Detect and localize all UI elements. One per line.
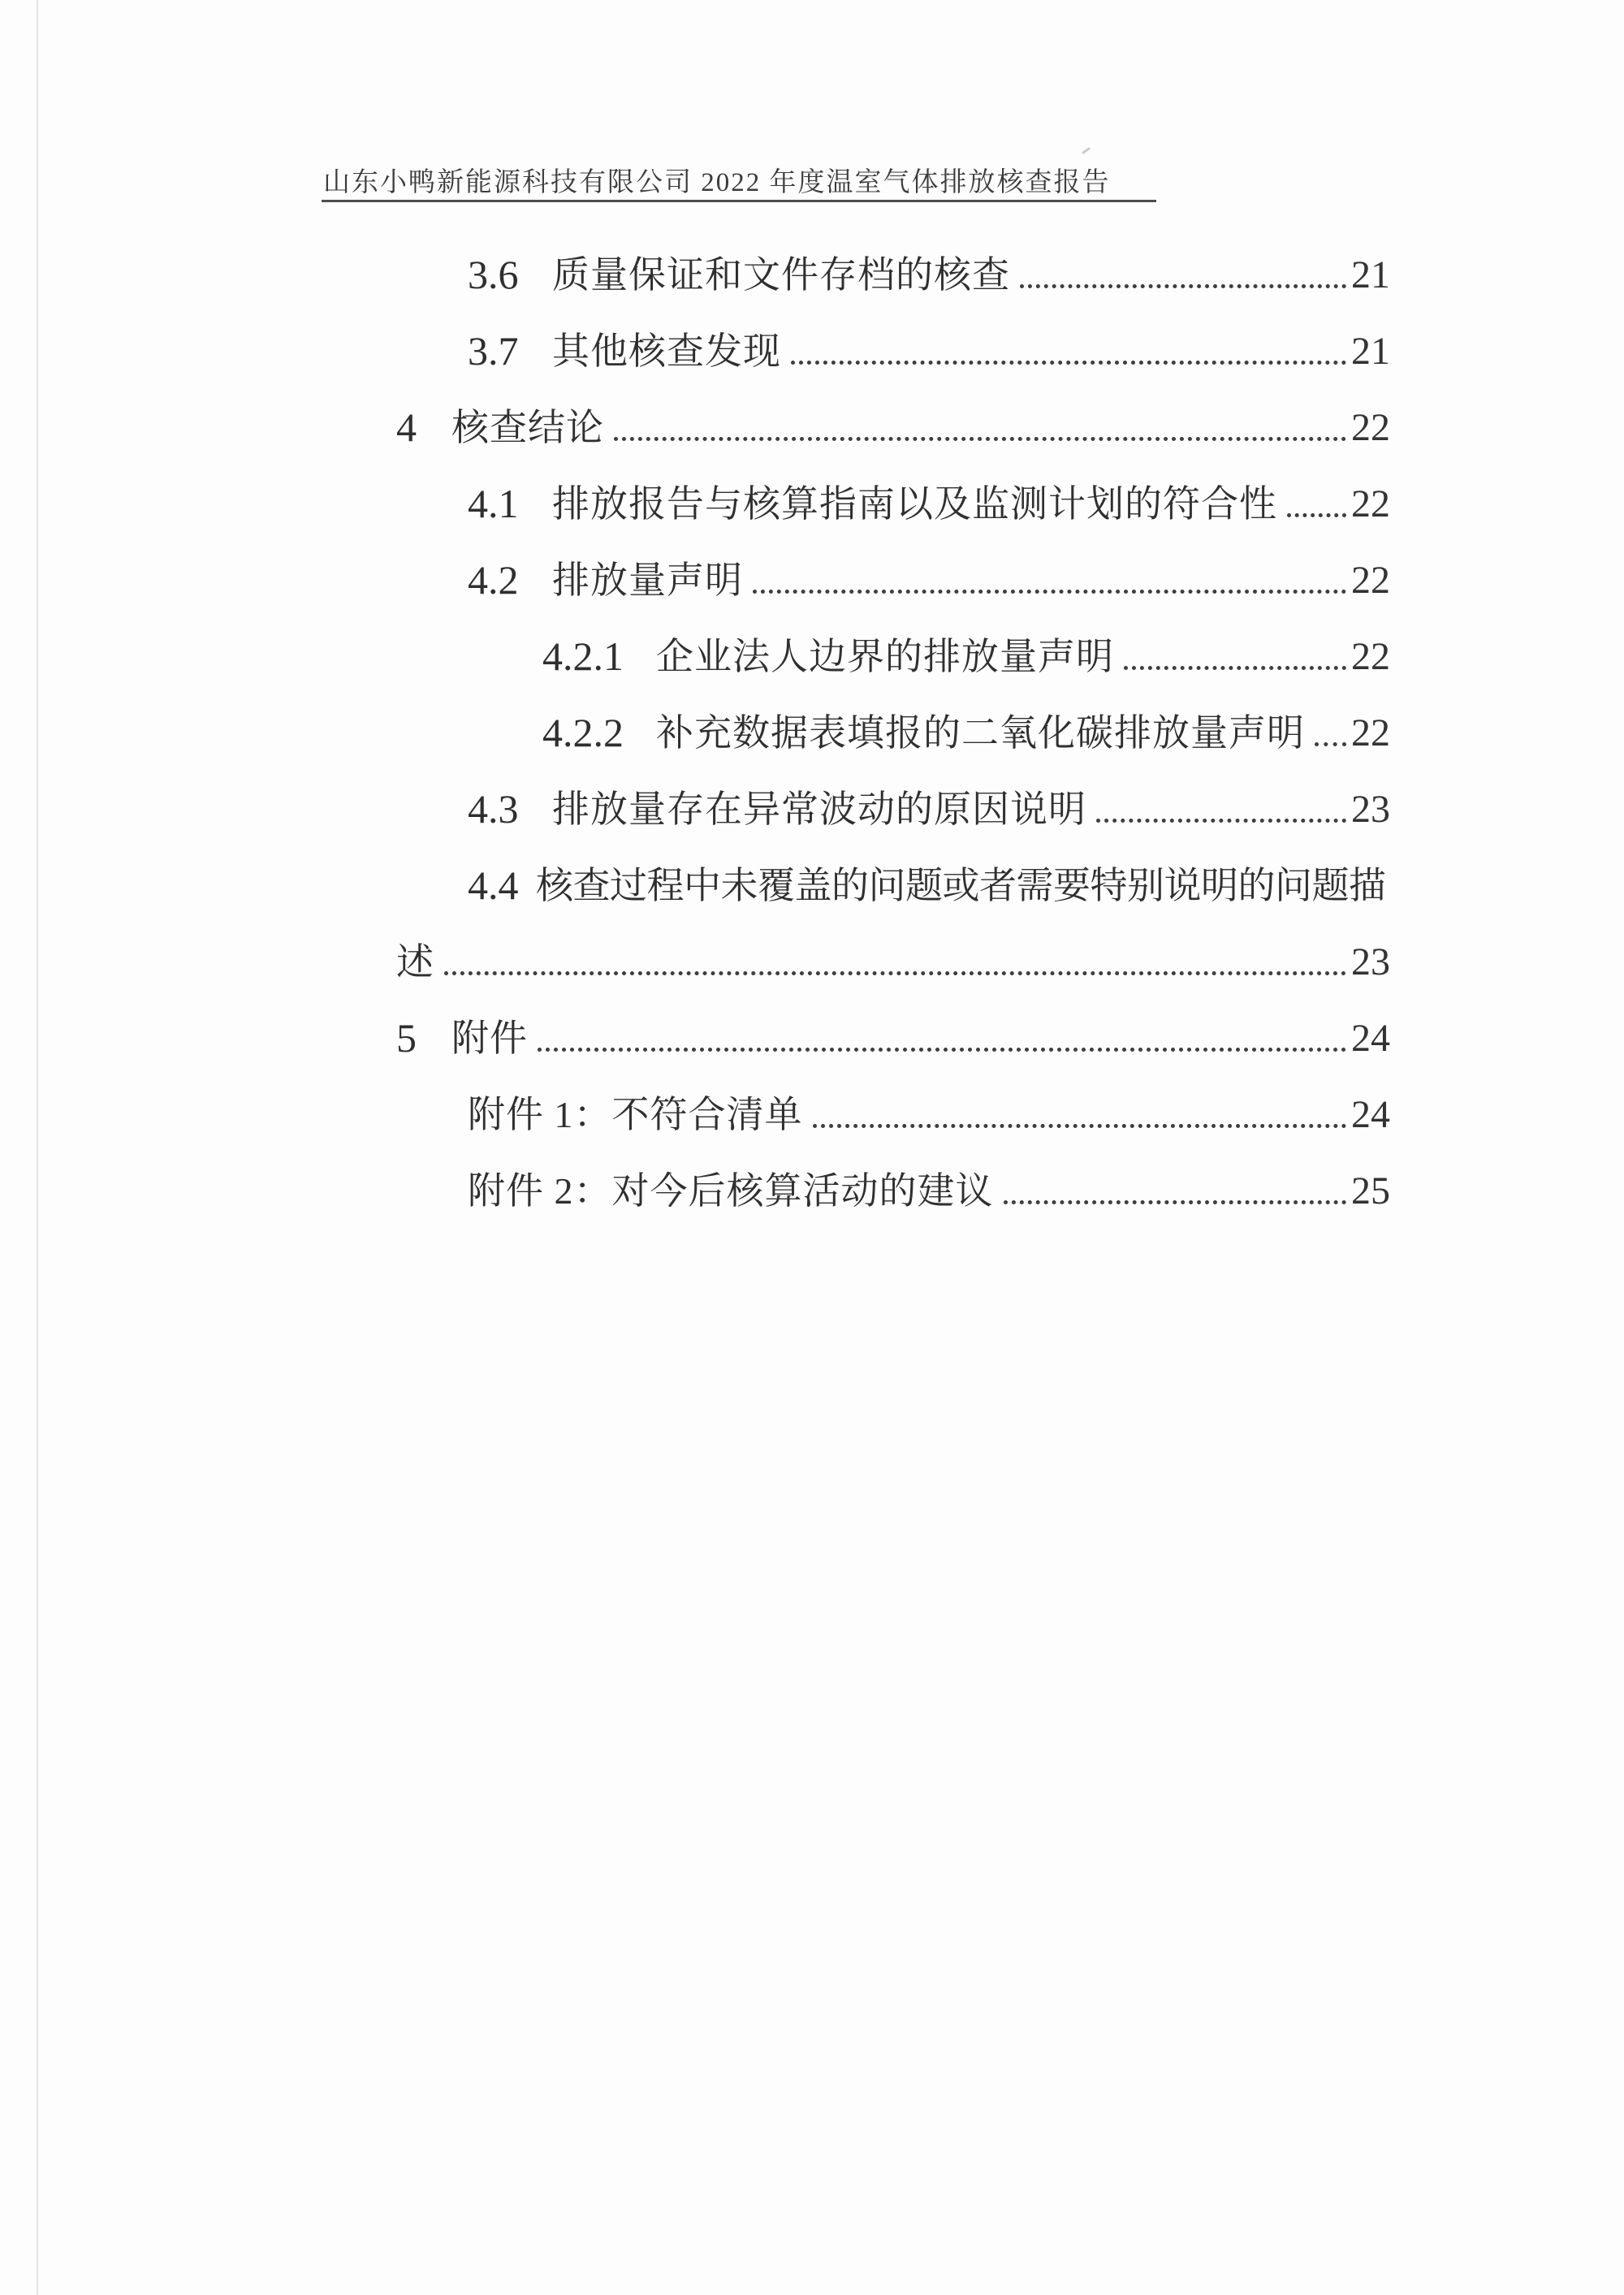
- toc-entry: [542, 712, 1390, 753]
- toc-page-number: 22: [1351, 711, 1390, 754]
- toc-entry-number: 4.1: [468, 481, 519, 526]
- header-rule: [322, 200, 1156, 202]
- toc-dot-leader: [1004, 1200, 1347, 1204]
- toc-entry-title: 述: [396, 941, 434, 983]
- toc-entry: [396, 1015, 1390, 1061]
- table-of-contents: [396, 254, 1390, 1247]
- scan-artifact-mark: [1082, 147, 1091, 154]
- toc-page-number: 22: [1351, 559, 1390, 602]
- toc-entry: [396, 404, 1390, 450]
- toc-entry-title: 附件 1：不符合清单: [468, 1094, 803, 1136]
- toc-entry-title: 核查过程中未覆盖的问题或者需要特别说明的问题描: [536, 865, 1386, 907]
- toc-entry-title: 质量保证和文件存档的核查: [552, 254, 1010, 296]
- toc-page-number: 23: [1351, 940, 1390, 983]
- toc-entry-number: 4.3: [468, 786, 519, 832]
- toc-page-number: 22: [1351, 406, 1390, 449]
- toc-entry: [542, 633, 1390, 679]
- toc-entry: [468, 254, 1390, 295]
- toc-entry-title: 其他核查发现: [552, 331, 781, 373]
- toc-page-number: 21: [1351, 330, 1390, 373]
- toc-entry: [468, 483, 1390, 524]
- toc-entry: [396, 941, 1390, 982]
- toc-entry-title: 排放量存在异常波动的原因说明: [552, 789, 1086, 831]
- toc-dot-leader: [444, 971, 1346, 975]
- toc-entry-number: 4.2.2: [542, 710, 624, 755]
- toc-entry: [468, 862, 1390, 908]
- toc-entry-title: 附件: [451, 1018, 528, 1060]
- toc-dot-leader: [753, 590, 1346, 594]
- toc-page-number: 22: [1351, 635, 1390, 678]
- toc-entry: [468, 557, 1390, 603]
- toc-dot-leader: [1287, 513, 1346, 517]
- toc-entry-title: 企业法人边界的排放量声明: [656, 636, 1114, 678]
- toc-page-number: 22: [1351, 482, 1390, 525]
- toc-page-number: 25: [1351, 1169, 1390, 1212]
- toc-entry-number: 4.4: [468, 862, 519, 908]
- toc-entry-number: 4.2.1: [542, 633, 624, 679]
- toc-dot-leader: [538, 1048, 1346, 1052]
- toc-dot-leader: [791, 361, 1346, 365]
- toc-dot-leader: [1096, 819, 1346, 823]
- toc-page-number: 23: [1351, 788, 1390, 831]
- toc-entry: [468, 328, 1390, 374]
- toc-page-number: 24: [1351, 1017, 1390, 1060]
- toc-entry-number: 5: [396, 1015, 417, 1061]
- toc-dot-leader: [813, 1124, 1347, 1128]
- toc-entry-number: 3.7: [468, 328, 519, 374]
- toc-entry-title: 核查结论: [451, 407, 604, 449]
- toc-entry-title: 排放报告与核算指南以及监测计划的符合性: [552, 483, 1277, 525]
- page-header-title: 山东小鸭新能源科技有限公司 2022 年度温室气体排放核查报告: [323, 168, 1111, 197]
- toc-dot-leader: [1020, 284, 1346, 288]
- toc-entry-number: 3.6: [468, 252, 519, 297]
- toc-dot-leader: [614, 437, 1346, 441]
- toc-dot-leader: [1124, 666, 1346, 670]
- toc-page-number: 24: [1351, 1093, 1390, 1136]
- toc-entry: [468, 786, 1390, 832]
- toc-dot-leader: [1315, 742, 1346, 746]
- toc-entry-title: 补充数据表填报的二氧化碳排放量声明: [656, 712, 1305, 754]
- toc-entry-number: 4: [396, 404, 417, 450]
- toc-entry-title: 排放量声明: [552, 560, 743, 602]
- toc-entry: [468, 1094, 1390, 1135]
- toc-entry-number: 4.2: [468, 557, 519, 603]
- toc-entry: [468, 1170, 1390, 1211]
- scan-artifact-line: [37, 0, 38, 2295]
- toc-entry-title: 附件 2：对今后核算活动的建议: [468, 1170, 994, 1212]
- toc-page-number: 21: [1351, 253, 1390, 296]
